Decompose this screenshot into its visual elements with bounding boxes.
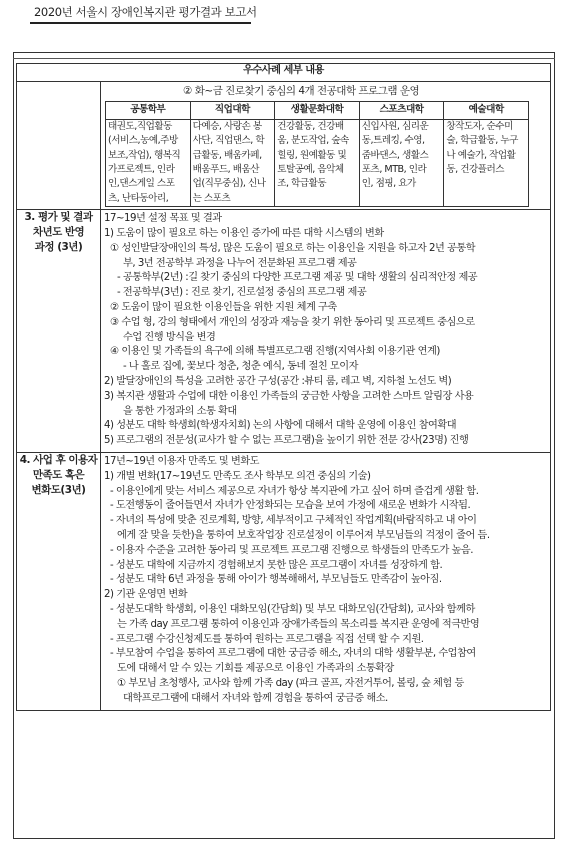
program-label-cell: [17, 82, 101, 210]
program-line: 토탈공예, 음악체: [277, 164, 344, 176]
program-header: 스포츠대학: [359, 101, 444, 119]
text-line: - 성분도 대학에 지금까지 경험해보지 못한 많은 프로그램이 자녀를 성장하게 함.: [110, 559, 443, 571]
text-line: 4) 성분도 대학 학생회(학생자치회) 논의 사항에 대해서 대학 운영에 이용인 참여확대: [104, 420, 457, 432]
text-line: 도에 대해서 알 수 있는 기회를 제공으로 이용인 가족과의 소통확장: [117, 663, 394, 675]
header-underline: [30, 22, 251, 24]
text-line: - 성분도 대학 6년 과정을 통해 아이가 행복해해서, 부모님들도 만족감이 높아짐.: [110, 574, 442, 586]
program-header: 직업대학: [190, 101, 275, 119]
program-line: 급활동, 배움카페,: [192, 149, 262, 161]
program-header: 예술대학: [444, 101, 529, 119]
text-line: ③ 수업 형, 강의 형태에서 개인의 성장과 재능을 찾기 위한 동아리 및 프로젝트 중심으로: [110, 316, 475, 328]
section3-label: [17, 210, 101, 453]
text-line: - 부모참여 수업을 통하여 프로그램에 대한 궁금증 해소, 자녀의 대학 생활부분, 수업참여: [110, 648, 476, 660]
program-cell: [101, 82, 551, 210]
section-label-line: 과정 (3년): [34, 241, 83, 254]
text-line: 는 가족 day 프로그램 통하여 이용인과 장애가족들의 목소리를 복지관 운영에 적극반영: [117, 618, 480, 630]
section3-content: [101, 210, 551, 453]
section-heading: 17~19년 설정 목표 및 결과: [104, 213, 222, 225]
text-line: - 자녀의 특성에 맞춘 진로계획, 방향, 세부적이고 구체적인 작업계획(바람직하고 내 아이: [110, 515, 477, 527]
case-detail-table: [16, 63, 551, 711]
frame-top-rule: [13, 58, 555, 59]
report-header: 2020년 서울시 장애인복지관 평가결과 보고서: [34, 5, 257, 19]
program-line: 힐링, 원예활동 및: [277, 149, 347, 161]
section-label-line: 차년도 반영: [32, 226, 85, 239]
program-line: 다예승, 사랑손 봉: [192, 120, 262, 132]
program-line: 줌바댄스, 생활스: [361, 149, 429, 161]
section-label-line: 3. 평가 및 결과: [24, 211, 93, 224]
text-line: - 이용자 수준을 고려한 동아리 및 프로젝트 프로그램 진행으로 학생들의 만족도가 높음.: [110, 544, 473, 556]
text-line: 에게 잘 맞을 듯한)을 통하여 보호작업장 진로설정이 이루어져 부모님들의 걱정이 줄어 듬.: [117, 529, 490, 541]
text-line: 대학프로그램에 대해서 자녀와 함께 경험을 통하여 궁금증 해소.: [123, 692, 388, 704]
text-line: - 전공학부(3년) : 진로 찾기, 진로설정 중심의 프로그램 제공: [117, 287, 367, 299]
text-line: - 프로그램 수강신청제도를 통하여 원하는 프로그램을 직접 선택 할 수 지원.: [110, 633, 424, 645]
text-line: ② 도움이 많이 필요한 이용인들을 위한 지원 체계 구축: [110, 302, 337, 314]
text-line: 수업 진행 방식을 변경: [123, 331, 216, 343]
program-line: 는 스포츠: [192, 192, 231, 204]
table-title: 우수사례 세부 내용: [17, 64, 551, 82]
text-line: 부, 3년 전공학부 과정을 나누어 전문화된 프로그램 제공: [123, 257, 357, 269]
text-line: 을 통한 가정과의 소통 확대: [123, 405, 237, 417]
section-heading: 17년~19년 이용자 만족도 및 변화도: [104, 455, 260, 467]
text-line: ① 성인발달장애인의 특성, 많은 도움이 필요로 하는 이용인을 지원을 하고자 2년 공통학: [110, 242, 476, 254]
program-line: 인, 점핑, 요가: [361, 178, 416, 190]
program-line: 태권도,직업활동: [108, 120, 172, 132]
text-line: 1) 도움이 많이 필요로 하는 이용인 증가에 따른 대학 시스템의 변화: [104, 228, 384, 240]
program-line: 움, 분도작업, 숲속: [277, 135, 349, 147]
program-line: 사단, 직업댄스, 학: [192, 135, 265, 147]
program-line: 업(직무중심), 신나: [192, 178, 266, 190]
program-line: 동, 건강플러스: [446, 164, 505, 176]
program-line: 동,트레킹, 수영,: [361, 135, 425, 147]
program-line: (서비스,농예,주방: [108, 135, 178, 147]
text-line: 5) 프로그램의 전문성(교사가 할 수 없는 프로그램)을 높이기 위한 전문 강사(23명) 진행: [104, 435, 469, 447]
program-line: 가프로젝트, 인라: [108, 164, 175, 176]
text-line: 2) 기관 운영면 변화: [104, 589, 188, 601]
text-line: ① 부모님 초청행사, 교사와 함께 가족 day (파크 골프, 자전거투어, 볼링, 숲 체험 등: [117, 677, 464, 689]
program-table: [105, 101, 529, 207]
program-line: 창작도자, 순수미: [446, 120, 513, 132]
text-line: - 도전행동이 줄어들면서 자녀가 안정화되는 모습을 보여 가정에 새로운 변화가 시작됨.: [110, 500, 471, 512]
text-line: ④ 이용인 및 가족들의 욕구에 의해 특별프로그램 진행(지역사회 이용기관 연계): [110, 346, 440, 358]
section-label-line: 만족도 혹은: [32, 468, 85, 481]
program-line: 나 예술가, 작업활: [446, 149, 516, 161]
program-line: 술, 학급활동, 누구: [446, 135, 518, 147]
program-header: 생활문화대학: [275, 101, 360, 119]
program-line: 인,댄스게일 스포: [108, 178, 175, 190]
text-line: 3) 복지관 생활과 수업에 대한 이용인 가족들의 궁금한 사항을 고려한 스마트 알림장 사용: [104, 390, 474, 402]
text-line: 1) 개별 변화(17~19년도 만족도 조사 학부모 의견 중심의 기술): [104, 470, 371, 482]
program-cell-arts: [444, 119, 529, 206]
program-line: 건강활동, 건강배: [277, 120, 344, 132]
program-cell-life-culture: [275, 119, 360, 206]
program-line: 포츠, MTB, 인라: [361, 164, 427, 176]
program-row: [17, 82, 551, 210]
text-line: 2) 발달장애인의 특성을 고려한 공간 구성(공간 :뷰티 룸, 레고 벽, 지하철 노선도 벽): [104, 376, 452, 387]
program-header: 공통학부: [106, 101, 191, 119]
program-line: 조, 학급활동: [277, 178, 327, 190]
program-subtitle: ② 화~금 진로찾기 중심의 4개 전공대학 프로그램 운영: [183, 85, 420, 97]
section-label-line: 변화도(3년): [31, 483, 86, 496]
text-line: - 공통학부(2년) :길 찾기 중심의 다양한 프로그램 제공 및 대학 생활의 심리적안정 제공: [117, 272, 478, 284]
program-line: 신입사원, 심리운: [361, 120, 429, 132]
program-cell-common: [106, 119, 191, 206]
program-line: 츠, 난타동아리,: [108, 192, 169, 204]
program-line: 배움푸드, 배움산: [192, 164, 260, 176]
section4-label: [17, 452, 101, 710]
section3-row: [17, 210, 551, 453]
program-line: 보조,작업), 행복직: [108, 149, 181, 161]
text-line: - 나 홀로 집에, 꽃보다 청춘, 청춘 예식, 동네 절친 모이자: [123, 361, 358, 373]
section-label-line: 4. 사업 후 이용자: [19, 453, 98, 466]
table-title-row: [17, 64, 551, 82]
section4-row: [17, 452, 551, 710]
section4-content: [101, 452, 551, 710]
text-line: - 이용인에게 맞는 서비스 제공으로 자녀가 항상 복지관에 가고 싶어 하며 즐겁게 생활 함.: [110, 485, 479, 497]
text-line: - 성분도대학 학생회, 이용인 대화모임(간담회) 및 부모 대화모임(간담회), 교사와 함께하: [110, 603, 475, 615]
program-cell-sports: [359, 119, 444, 206]
program-cell-vocational: [190, 119, 275, 206]
